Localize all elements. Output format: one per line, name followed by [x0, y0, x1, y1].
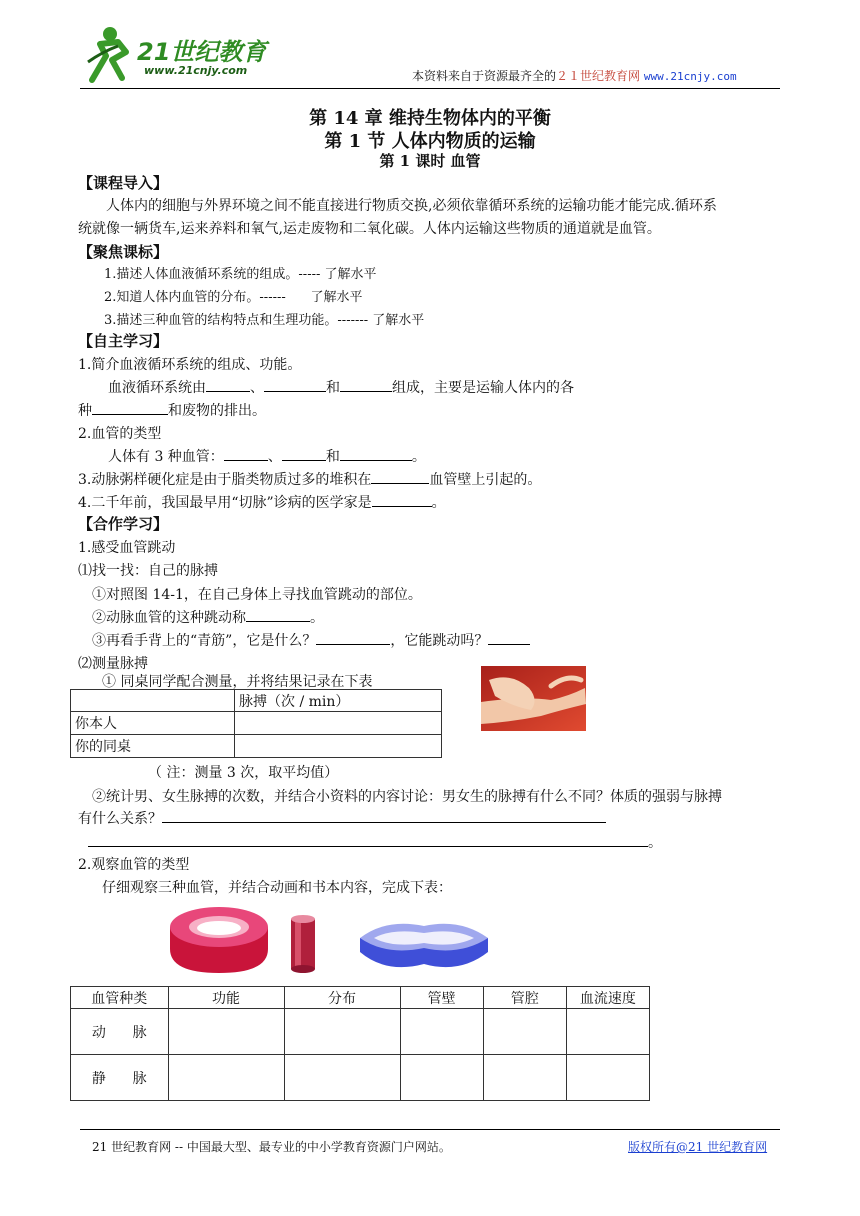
- blank-13[interactable]: [162, 808, 606, 823]
- section-title: 第 1 节 人体内物质的运输: [324, 131, 536, 152]
- blank-2[interactable]: [264, 377, 326, 392]
- header-source: [412, 67, 737, 84]
- intro-line2: 统就像一辆货车,运来养料和氧气,运走废物和二氧化碳。人体内运输这些物质的通道就是血管。: [78, 221, 661, 237]
- pulse-table: [70, 689, 442, 758]
- coop-p1b2-line1: ②统计男、女生脉搏的次数，并结合小资料的内容讨论：男女生的脉搏有什么不同？体质的强弱与脉搏: [92, 789, 722, 805]
- vessel-header: 血流速度: [566, 987, 649, 1009]
- pulse-photo: [481, 666, 586, 731]
- vessel-cell[interactable]: [284, 1009, 400, 1055]
- vessel-header: 血管种类: [71, 987, 169, 1009]
- coop-p1b2-line3: 。: [88, 832, 662, 854]
- q4-line: 4.二千年前，我国最早用“切脉”诊病的医学家是 。: [78, 492, 446, 514]
- logo-url: www.21cnjy.com: [144, 64, 248, 77]
- pulse-row-label: 你的同桌: [71, 735, 235, 758]
- vessel-cell[interactable]: [566, 1009, 649, 1055]
- vessel-header: 管壁: [400, 987, 483, 1009]
- coop-p2: 2.观察血管的类型: [78, 857, 190, 873]
- pulse-row-label: 你本人: [71, 712, 235, 735]
- coop-p1a2: ②动脉血管的这种跳动称 。: [92, 607, 324, 629]
- blank-4[interactable]: [92, 400, 168, 415]
- q1-line-b: 种 和废物的排出。: [78, 400, 266, 422]
- vessel-cell[interactable]: [400, 1055, 483, 1101]
- blank-8[interactable]: [371, 469, 429, 484]
- vessel-cell[interactable]: [284, 1055, 400, 1101]
- coop-p2a: 仔细观察三种血管，并结合动画和书本内容，完成下表：: [102, 880, 452, 896]
- q3-line: 3.动脉粥样硬化症是由于脂类物质过多的堆积在 血管壁上引起的。: [78, 469, 541, 491]
- vessel-cell[interactable]: [483, 1009, 566, 1055]
- footer-left: 21 世纪教育网 -- 中国最大型、最专业的中小学教育资源门户网站。: [92, 1140, 451, 1154]
- coop-p1b2-line2: 有什么关系？: [78, 808, 606, 830]
- pulse-table-corner: [71, 690, 235, 712]
- q2-line-a: 人体有 3 种血管： 、 和 。: [108, 446, 426, 468]
- q1-line-a: 血液循环系统由 、 和 组成，主要是运输人体内的各: [108, 377, 574, 399]
- coop-p1a3: ③再看手背上的“青筋”，它是什么？ ，它能跳动吗？: [92, 630, 530, 652]
- chapter-title: 第 14 章 维持生物体内的平衡: [309, 108, 551, 129]
- pulse-cell-self[interactable]: [235, 712, 442, 735]
- blank-12[interactable]: [488, 630, 530, 645]
- source-prefix: 本资料来自于资源最齐全的: [412, 69, 557, 83]
- coop-p1a: ⑴找一找：自己的脉搏: [78, 563, 218, 579]
- blank-1[interactable]: [206, 377, 250, 392]
- standards-heading: 【聚焦课标】: [78, 243, 169, 261]
- footer-copyright-link[interactable]: 版权所有@21 世纪教育网: [628, 1140, 768, 1154]
- source-url[interactable]: www.21cnjy.com: [643, 70, 737, 83]
- blank-3[interactable]: [340, 377, 392, 392]
- logo-text: 21世纪教育: [137, 38, 267, 66]
- site-logo: [82, 22, 282, 84]
- blank-9[interactable]: [372, 492, 432, 507]
- vessel-header: 分布: [284, 987, 400, 1009]
- q2-title: 2.血管的类型: [78, 426, 162, 442]
- blank-6[interactable]: [282, 446, 326, 461]
- standard-item-2: 2.知道人体内血管的分布。------ 了解水平: [104, 290, 363, 305]
- vessel-row-label: 动 脉: [71, 1009, 169, 1055]
- vessel-row-label: 静 脉: [71, 1055, 169, 1101]
- standard-item-3: 3.描述三种血管的结构特点和生理功能。------- 了解水平: [104, 313, 425, 328]
- blank-10[interactable]: [246, 607, 310, 622]
- capillary-illustration: [288, 913, 318, 975]
- source-site[interactable]: ２１世纪教育网: [556, 69, 641, 83]
- pulse-table-header: 脉搏（次 / min）: [235, 690, 442, 712]
- vessel-cell[interactable]: [566, 1055, 649, 1101]
- standard-item-1: 1.描述人体血液循环系统的组成。----- 了解水平: [104, 267, 377, 282]
- coop-p1b: ⑵测量脉搏: [78, 656, 148, 672]
- blank-14[interactable]: [88, 832, 648, 847]
- coop-heading: 【合作学习】: [78, 515, 169, 533]
- coop-p1b1: ① 同桌同学配合测量，并将结果记录在下表: [102, 674, 373, 690]
- vessel-table: [70, 986, 650, 1101]
- coop-p1a1: ①对照图 14-1，在自己身体上寻找血管跳动的部位。: [92, 587, 422, 603]
- vessel-header: 功能: [168, 987, 284, 1009]
- pulse-cell-partner[interactable]: [235, 735, 442, 758]
- coop-p1: 1.感受血管跳动: [78, 540, 176, 556]
- lesson-title: 第 1 课时 血管: [379, 152, 481, 170]
- blank-7[interactable]: [340, 446, 412, 461]
- header-rule: [80, 88, 780, 89]
- pulse-note: （ 注：测量 3 次，取平均值）: [148, 765, 339, 781]
- vessel-cell[interactable]: [400, 1009, 483, 1055]
- intro-line1: 人体内的细胞与外界环境之间不能直接进行物质交换,必须依靠循环系统的运输功能才能完成.循环系: [106, 198, 717, 214]
- artery-illustration: [164, 903, 274, 977]
- vessel-cell[interactable]: [483, 1055, 566, 1101]
- footer-rule: [80, 1129, 780, 1130]
- vessel-cell[interactable]: [168, 1055, 284, 1101]
- blank-11[interactable]: [316, 630, 390, 645]
- blank-5[interactable]: [224, 446, 268, 461]
- vein-illustration: [356, 912, 492, 976]
- self-study-heading: 【自主学习】: [78, 332, 169, 350]
- vessel-cell[interactable]: [168, 1009, 284, 1055]
- vessel-header: 管腔: [483, 987, 566, 1009]
- intro-heading: 【课程导入】: [78, 174, 169, 192]
- q1-title: 1.简介血液循环系统的组成、功能。: [78, 357, 302, 373]
